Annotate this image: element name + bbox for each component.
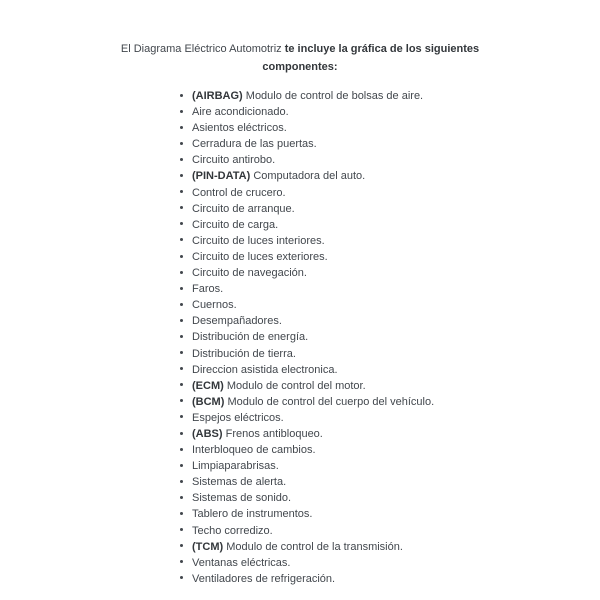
list-item bbox=[180, 426, 600, 442]
bullet-icon bbox=[180, 576, 183, 579]
list-item bbox=[180, 104, 600, 120]
list-item bbox=[180, 378, 600, 394]
bullet-icon bbox=[180, 544, 183, 547]
bullet-icon bbox=[180, 206, 183, 209]
bullet-icon bbox=[180, 287, 183, 290]
bullet-icon bbox=[180, 480, 183, 483]
item-text: Control de crucero. bbox=[192, 186, 286, 199]
item-text: Circuito de carga. bbox=[192, 218, 279, 231]
item-text: Sistemas de alerta. bbox=[192, 476, 287, 489]
list-item bbox=[180, 152, 600, 168]
bullet-icon bbox=[180, 351, 183, 354]
item-text: Cuernos. bbox=[192, 299, 237, 312]
item-text: Sistemas de sonido. bbox=[192, 492, 292, 505]
item-text: Ventiladores de refrigeración. bbox=[192, 572, 336, 585]
item-text: Cerradura de las puertas. bbox=[192, 138, 317, 151]
component-list bbox=[180, 88, 600, 587]
item-bold-label: (ECM) bbox=[192, 379, 224, 392]
list-item bbox=[180, 201, 600, 217]
bullet-icon bbox=[180, 496, 183, 499]
item-text: Modulo de control de la transmisión. bbox=[226, 540, 403, 553]
list-item bbox=[180, 281, 600, 297]
item-bold-label: (AIRBAG) bbox=[192, 90, 243, 102]
bullet-icon bbox=[180, 528, 183, 531]
bullet-icon bbox=[180, 383, 183, 386]
item-text: Tablero de instrumentos. bbox=[192, 508, 313, 521]
item-text: Desempañadores. bbox=[192, 315, 282, 328]
item-text: Frenos antibloqueo. bbox=[225, 427, 323, 440]
list-item bbox=[180, 233, 600, 249]
bullet-icon bbox=[180, 174, 183, 177]
bullet-icon bbox=[180, 335, 183, 338]
bullet-icon bbox=[180, 415, 183, 418]
item-text: Faros. bbox=[192, 283, 224, 296]
list-item bbox=[180, 394, 600, 410]
list-item bbox=[180, 506, 600, 522]
item-text: Modulo de control del motor. bbox=[226, 379, 366, 392]
item-bold-label: (PIN-DATA) bbox=[192, 170, 251, 183]
list-item bbox=[180, 297, 600, 313]
bullet-icon bbox=[180, 158, 183, 161]
bullet-icon bbox=[180, 432, 183, 435]
item-text: Espejos eléctricos. bbox=[192, 411, 284, 424]
bullet-icon bbox=[180, 126, 183, 129]
item-text: Modulo de control del cuerpo del vehículo. bbox=[227, 395, 435, 408]
bullet-icon bbox=[180, 560, 183, 563]
item-text: Circuito de arranque. bbox=[192, 202, 295, 215]
list-item bbox=[180, 346, 600, 362]
list-item bbox=[180, 458, 600, 474]
bullet-icon bbox=[180, 464, 183, 467]
list-item bbox=[180, 249, 600, 265]
list-item bbox=[180, 410, 600, 426]
item-text: Limpiaparabrisas. bbox=[192, 460, 279, 473]
item-text: Ventanas eléctricas. bbox=[192, 556, 291, 569]
bullet-icon bbox=[180, 142, 183, 145]
bullet-icon bbox=[180, 110, 183, 113]
item-text: Interbloqueo de cambios. bbox=[192, 444, 316, 457]
list-item bbox=[180, 555, 600, 571]
list-item bbox=[180, 571, 600, 587]
item-text: Asientos eléctricos. bbox=[192, 122, 287, 135]
item-bold-label: (BCM) bbox=[192, 395, 225, 408]
bullet-icon bbox=[180, 512, 183, 515]
list-item bbox=[180, 474, 600, 490]
list-item bbox=[180, 313, 600, 329]
item-text: Techo corredizo. bbox=[192, 524, 273, 537]
item-bold-label: (ABS) bbox=[192, 427, 223, 440]
item-text: Modulo de control de bolsas de aire. bbox=[245, 90, 424, 102]
item-text: Circuito de navegación. bbox=[192, 267, 307, 280]
bullet-icon bbox=[180, 94, 183, 97]
bullet-icon bbox=[180, 238, 183, 241]
list-item bbox=[180, 88, 600, 104]
item-text: Circuito de luces exteriores. bbox=[192, 250, 328, 263]
item-text: Direccion asistida electronica. bbox=[192, 363, 338, 376]
list-item bbox=[180, 442, 600, 458]
list-item bbox=[180, 329, 600, 345]
list-item bbox=[180, 185, 600, 201]
bullet-icon bbox=[180, 399, 183, 402]
bullet-icon bbox=[180, 448, 183, 451]
bullet-icon bbox=[180, 222, 183, 225]
item-text: Aire acondicionado. bbox=[192, 106, 289, 119]
item-text: Computadora del auto. bbox=[253, 170, 366, 183]
page-title bbox=[110, 40, 490, 76]
list-item bbox=[180, 168, 600, 184]
list-item bbox=[180, 217, 600, 233]
item-text: Circuito antirobo. bbox=[192, 154, 276, 167]
bullet-icon bbox=[180, 319, 183, 322]
item-bold-label: (TCM) bbox=[192, 540, 224, 553]
bullet-icon bbox=[180, 255, 183, 258]
item-text: Circuito de luces interiores. bbox=[192, 234, 325, 247]
bullet-icon bbox=[180, 190, 183, 193]
list-item bbox=[180, 136, 600, 152]
list-item bbox=[180, 539, 600, 555]
bullet-icon bbox=[180, 367, 183, 370]
bullet-icon bbox=[180, 271, 183, 274]
title-regular-text: El Diagrama Eléctrico Automotriz bbox=[120, 43, 282, 55]
list-item bbox=[180, 362, 600, 378]
list-item bbox=[180, 490, 600, 506]
item-text: Distribución de tierra. bbox=[192, 347, 296, 360]
list-item bbox=[180, 265, 600, 281]
item-text: Distribución de energía. bbox=[192, 331, 309, 344]
bullet-icon bbox=[180, 303, 183, 306]
title-bold-text: te incluye la gráfica de los siguientes componentes: bbox=[262, 43, 480, 73]
list-item bbox=[180, 523, 600, 539]
list-item bbox=[180, 120, 600, 136]
